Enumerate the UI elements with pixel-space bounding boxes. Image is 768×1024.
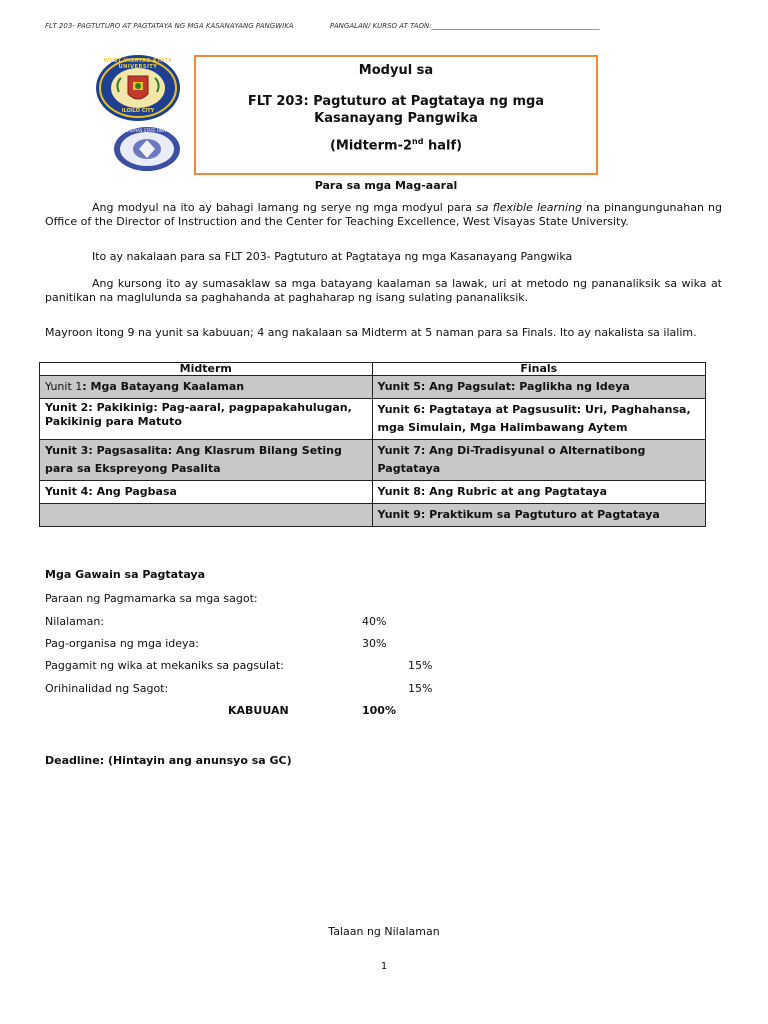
header-finals: Finals — [372, 363, 705, 376]
unit-cell: Yunit 5: Ang Pagsulat: Paglikha ng Ideya — [372, 376, 705, 399]
table-row — [40, 399, 706, 440]
wvsu-seal-city-text: ILOILO CITY — [121, 108, 155, 114]
unit-cell: Yunit 1: Mga Batayang Kaalaman — [40, 376, 373, 399]
units-table — [39, 362, 706, 527]
table-header-row — [40, 363, 706, 376]
module-title-box — [194, 55, 598, 175]
deadline-text: Deadline: (Hintayin ang anunsyo sa GC) — [45, 754, 292, 767]
cte-seal-ring-text: WEST VISAYAS STATE UNIVERSITY — [113, 128, 181, 133]
running-header-name-field: PANGALAN/ KURSO AT TAON:________________________________________________ — [330, 22, 600, 30]
total-value: 100% — [362, 704, 396, 717]
criterion-label: Pag-organisa ng mga ideya: — [45, 637, 199, 650]
criterion-label: Paggamit ng wika at mekaniks sa pagsulat: — [45, 659, 284, 672]
unit-cell: Yunit 8: Ang Rubric at ang Pagtataya — [372, 481, 705, 504]
running-header-title: FLT 203- PAGTUTURO AT PAGTATAYA NG MGA KASANAYANG PANGWIKA — [45, 22, 294, 30]
intro-paragraph-4: Mayroon itong 9 na yunit sa kabuuan; 4 ang nakalaan sa Midterm at 5 naman para sa Finals. Ito ay nakalista sa ilalim. — [45, 326, 697, 339]
empty-cell — [40, 504, 373, 527]
grading-heading: Mga Gawain sa Pagtataya — [45, 568, 206, 581]
wvsu-seal-ring-text: WEST VISAYAS STATE UNIVERSITY — [103, 58, 173, 70]
criterion-value: 15% — [408, 659, 433, 672]
header-midterm: Midterm — [40, 363, 373, 376]
intro-paragraph-1: Ang modyul na ito ay bahagi lamang ng serye ng mga modyul para sa flexible learning na pinangungunahan ng Office of the Director of Instruction and the Center for Teaching Excellence, West Visayas State University. — [45, 201, 723, 228]
unit-cell: Yunit 3: Pagsasalita: Ang Klasrum Bilang Seting para sa Ekspreyong Pasalita — [40, 440, 373, 481]
criterion-value: 15% — [408, 682, 433, 695]
table-row — [40, 376, 706, 399]
table-row — [40, 481, 706, 504]
total-label: KABUUAN — [228, 704, 289, 717]
audience-subtitle: Para sa mga Mag-aaral — [314, 179, 458, 192]
title-line-2: FLT 203: Pagtuturo at Pagtataya ng mga — [247, 94, 545, 109]
criterion-label: Nilalaman: — [45, 615, 105, 628]
criterion-label: Orihinalidad ng Sagot: — [45, 682, 169, 695]
table-of-contents-heading: Talaan ng Nilalaman — [328, 925, 440, 938]
table-row — [40, 440, 706, 481]
criterion-value: 30% — [362, 637, 387, 650]
criterion-value: 40% — [362, 615, 387, 628]
title-line-1: Modyul sa — [358, 63, 434, 78]
table-row — [40, 504, 706, 527]
title-line-3: Kasanayang Pangwika — [314, 111, 478, 126]
page-number: 1 — [380, 961, 388, 972]
unit-cell: Yunit 9: Praktikum sa Pagtuturo at Pagtataya — [372, 504, 705, 527]
unit-cell: Yunit 7: Ang Di-Tradisyunal o Alternatibong Pagtataya — [372, 440, 705, 481]
intro-paragraph-2: Ito ay nakalaan para sa FLT 203- Pagtuturo at Pagtataya ng mga Kasanayang Pangwika — [92, 250, 573, 263]
unit-cell: Yunit 2: Pakikinig: Pag-aaral, pagpapakahulugan, Pakikinig para Matuto — [40, 399, 373, 440]
intro-paragraph-3: Ang kursong ito ay sumasaklaw sa mga batayang kaalaman sa lawak, uri at metodo ng pananaliksik sa wika at panitikan na maglulunda sa paghahanda at paghaharap ng isang sulating pananaliksik. — [45, 277, 722, 304]
unit-cell: Yunit 6: Pagtataya at Pagsusulit: Uri, Paghahansa, mga Simulain, Mga Halimbawang Aytem — [372, 399, 705, 440]
unit-cell: Yunit 4: Ang Pagbasa — [40, 481, 373, 504]
grading-intro: Paraan ng Pagmamarka sa mga sagot: — [45, 592, 258, 605]
title-line-4: (Midterm-2nd half) — [329, 137, 463, 154]
